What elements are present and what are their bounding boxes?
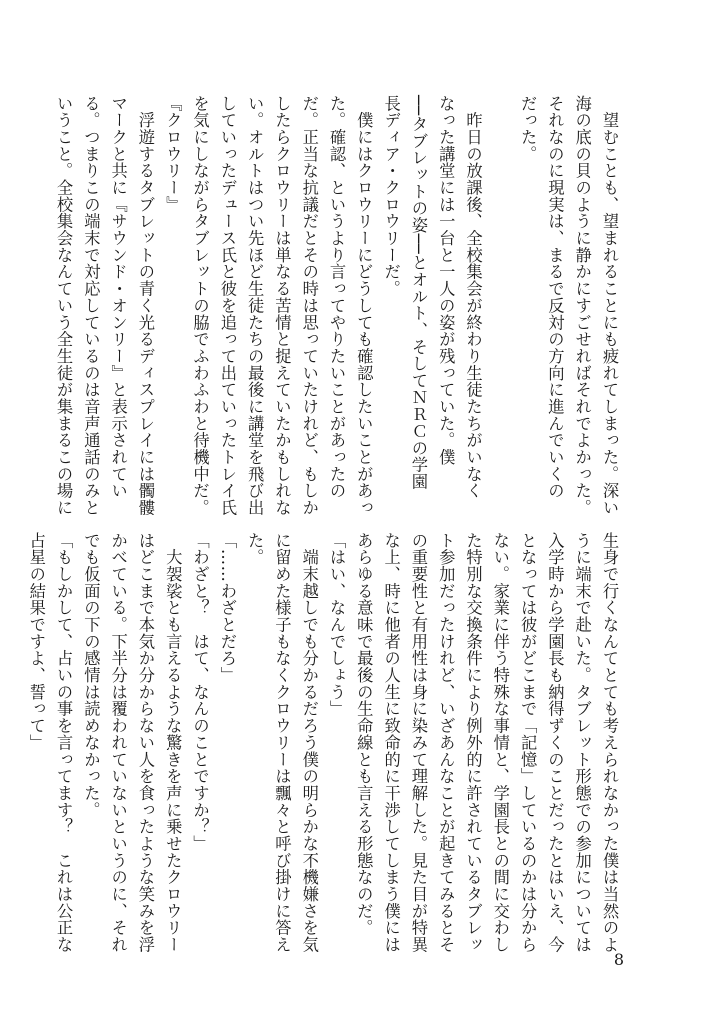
text-line: かべている。下半分は覆われていないというのに、それ <box>108 532 128 953</box>
page-number: 8 <box>613 950 624 969</box>
lower-text-block <box>26 532 623 953</box>
text-line: 長ディア・クロウリーだ。 <box>381 95 401 298</box>
text-line: 望むことも、望まれることにも疲れてしまった。深い <box>600 95 619 516</box>
text-line: 生身で行くなんてとても考えられなかった僕は当然のよ <box>600 532 619 953</box>
text-line: だった。 <box>518 95 538 163</box>
text-line: ない。家業に伴う特殊な事情と、学園長との間に交わし <box>490 532 510 953</box>
text-line: た。確認、というより言ってやりたいことがあったの <box>327 95 347 500</box>
text-line: したらクロウリーは単なる苦情と捉えていたかもしれな <box>272 95 292 516</box>
text-line: いうこと。全校集会なんていう全生徒が集まるこの場に <box>54 95 74 516</box>
text-line: い。オルトはつい先ほど生徒たちの最後に講堂を飛び出 <box>245 95 265 516</box>
text-line: はどこまで本気か分からない人を食ったような笑みを浮 <box>135 532 155 953</box>
text-line: 「はい、なんでしょう」 <box>327 532 347 718</box>
text-line: に留めた様子もなくクロウリーは飄々と呼び掛けに答え <box>272 532 292 953</box>
text-line: 昨日の放課後、全校集会が終わり生徒たちがいなく <box>463 95 483 500</box>
text-line: な上、時に他者の人生に致命的に干渉してしまう僕には <box>381 532 401 953</box>
text-line: 「もしかして、占いの事を言ってます？ これは公正な <box>54 532 74 953</box>
text-line: マークと共に『サウンド・オンリー』と表示されてい <box>108 95 128 500</box>
text-line <box>487 95 514 487</box>
text-line: 「わざと？ はて、なんのことですか？」 <box>190 532 210 852</box>
text-line: ──タブレットの姿──とオルト、そしてＮＲＣの学園 <box>408 95 428 491</box>
text-line: る。つまりこの端末で対応しているのは音声通話のみと <box>81 95 101 516</box>
text-line: でも仮面の下の感情は読めなかった。 <box>81 532 101 819</box>
text-line: 『クロウリー』 <box>163 95 183 213</box>
text-line: していったデュース氏と彼を追って出ていったトレイ氏 <box>217 95 237 516</box>
text-line: 占星の結果ですよ、誓って」 <box>26 532 46 751</box>
upper-text-block <box>54 95 623 516</box>
text-line: それなのに現実は、まるで反対の方向に進んでいくの <box>545 95 565 500</box>
text-line: 大袈裟とも言えるような驚きを声に乗せたクロウリー <box>163 532 183 953</box>
text-line: の重要性と有用性は身に染みて理解した。見た目が特異 <box>408 532 428 953</box>
text-line: となっては彼がどこまで「記憶」しているのかは分から <box>518 532 538 953</box>
text-line: うに端末で赴いた。タブレット形態での参加については <box>572 532 592 953</box>
text-line: 僕にはクロウリーにどうしても確認したいことがあっ <box>354 95 374 516</box>
text-line: を気にしながらタブレットの脇でふわふわと待機中だ。 <box>190 95 210 516</box>
text-line: 「……わざとだろ」 <box>217 532 237 684</box>
text-line: た特別な交換条件により例外的に許されているタブレッ <box>463 532 483 953</box>
text-line: 端末越しでも分かるだろう僕の明らかな不機嫌さを気 <box>299 532 319 953</box>
text-line: ト参加だったけれど、いざあんなことが起きてみるとそ <box>436 532 456 953</box>
text-line: 入学時から学園長も納得ずくのことだったとはいえ、今 <box>545 532 565 953</box>
text-line: た。 <box>245 532 265 566</box>
text-line: なった講堂には一台と一人の姿が残っていた。僕 <box>436 95 456 466</box>
text-line: 浮遊するタブレットの青く光るディスプレイには髑髏 <box>135 95 155 516</box>
text-line: だ。正当な抗議だとその時は思っていたけれど、もしか <box>299 95 319 516</box>
text-line: あらゆる意味で最後の生命線とも言える形態なのだ。 <box>354 532 374 937</box>
text-line: 海の底の貝のように静かにすごせればそれでよかった。 <box>572 95 592 516</box>
